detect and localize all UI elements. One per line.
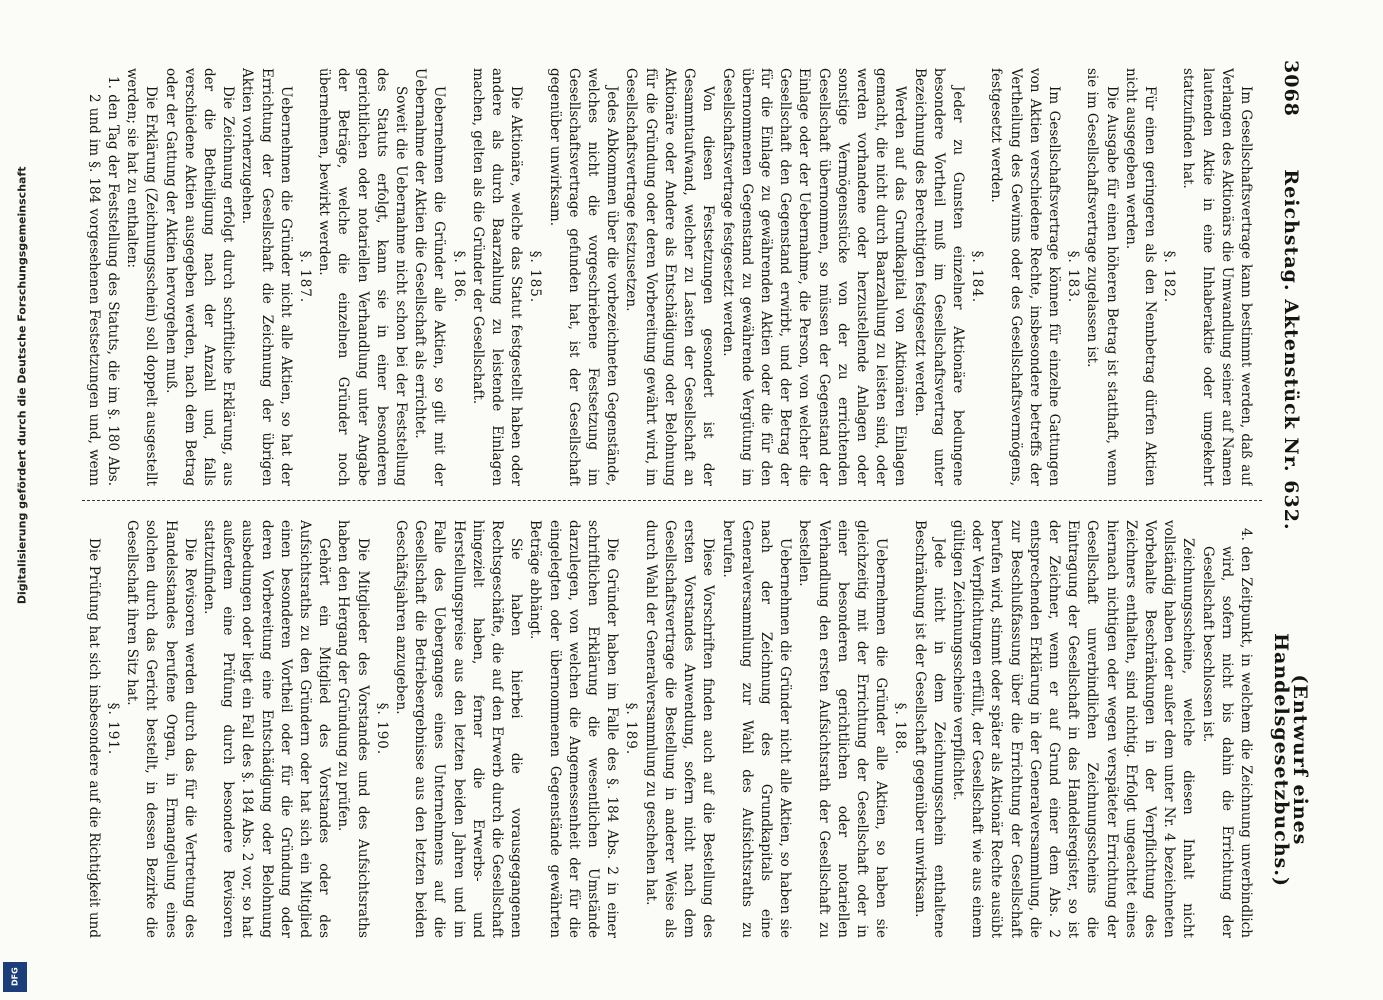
page-title: Reichstag. Aktenstück Nr. 632. <box>1279 169 1302 531</box>
paragraph: Gehört ein Mitglied des Vorstandes oder des Aufsichtsraths zu den Gründern oder hat sich ein Mitglied einen besonderen Vortheil oder für die Gründung oder deren Vorbereitung eine Entschädigung oder Belohnung ausbedungen oder liegt ein Fall des §. 184 Abs. 2 vor, so hat außerdem eine Prüfung durch besondere Revisoren stattzufinden. <box>201 520 333 938</box>
paragraph: Die Aktionäre, welche das Statut festgestellt haben oder andere als durch Baarzahlung zu leistende Einlagen machen, gelten als die Gründer der Gesellschaft. <box>469 68 525 486</box>
page-header <box>1270 60 1310 960</box>
section-heading: §. 189. <box>623 702 640 756</box>
section-heading: §. 190. <box>373 702 390 756</box>
rotated-page-content <box>70 60 1310 960</box>
paragraph: Uebernehmen die Gründer alle Aktien, so haben sie gleichzeitig mit der Errichtung der Gesellschaft oder in einer besonderen gerichtlichen oder notariellen Verhandlung den ersten Aufsichtsrath der Gesellschaft zu bestellen. <box>796 520 890 938</box>
paragraph: Jeder zu Gunsten einzelner Aktionäre bedungene besondere Vortheil muß im Gesellschaftsvertrag unter Bezeichnung des Berechtigten festgesetzt werden. <box>911 68 966 486</box>
paragraph: Die Zeichnung erfolgt durch schriftliche Erklärung, aus der die Betheiligung nach der Anzahl und, falls verschiedene Aktien ausgegeben werden, nach dem Betrag oder der Gattung der Aktien hervorgehen muß. <box>162 68 237 486</box>
paragraph: Sie haben hierbei die vorausgegangenen Rechtsgeschäfte, die auf den Erwerb durch die Gesellschaft hingezielt haben, ferner die Erwerbs- und Herstellungspreise aus den letzten beiden Jahren und im Falle des Ueberganges eines Unternehmens auf die Gesellschaft die Betriebsergebnisse aus den letzten beiden Geschäftsjahren anzugeben. <box>393 520 525 938</box>
paragraph: Uebernehmen die Gründer nicht alle Aktien, so haben sie nach der Zeichnung des Grundkapitals eine Generalversammlung zur Wahl des Aufsichtsraths zu berufen. <box>719 520 794 938</box>
section-heading: §. 182. <box>1161 250 1178 304</box>
list-item: 1. den Tag der Feststellung des Statuts, die im §. 180 Abs. 2 und im §. 184 vorgesehenen Festsetzungen und, wenn <box>85 76 122 486</box>
paragraph: Jede nicht in dem Zeichnungsschein enthaltene Beschränkung ist der Gesellschaft gegenüber unwirksam. <box>911 520 947 938</box>
section-heading: §. 191. <box>105 702 122 756</box>
paragraph: Soweit die Uebernahme nicht schon bei der Feststellung des Statuts erfolgt, kann sie in einer besonderen gerichtlichen oder notariellen Verhandlung unter Angabe der Beträge, welche die einzelnen Gründer noch übernehmen, bewirkt werden. <box>316 68 410 486</box>
paragraph: Von diesen Festsetzungen gesondert ist der Gesammtaufwand, welcher zu Lasten der Gesellschaft an Aktionäre oder Andere als Entschädigung oder Belohnung für die Gründung oder deren Vorbereitung gewährt wird, im Gesellschaftsvertrage festzusetzen. <box>623 68 717 486</box>
paragraph: Die Prüfung hat sich insbesondere auf die Richtigkeit und <box>85 538 102 938</box>
paragraph: Für einen geringeren als den Nennbetrag dürfen Aktien nicht ausgegeben werden. <box>1122 68 1158 486</box>
section-heading: §. 188. <box>892 702 909 756</box>
paragraph: Im Gesellschaftsvertrage können für einzelne Gattungen von Aktien verschiedene Rechte, insbesondere betreffs der Vertheilung des Gewinns oder des Gesellschaftsvermögens, festgesetzt werden. <box>988 68 1062 486</box>
section-heading: §. 183. <box>1065 250 1082 304</box>
section-heading: §. 185. <box>527 250 544 304</box>
paragraph: Die Gründer haben im Falle des §. 184 Abs. 2 in einer schriftlichen Erklärung die wesentlichen Umstände darzulegen, von welchen die Angemessenheit der für die eingelegten oder übernommenen Gegenstände gewährten Beträge abhängt. <box>527 520 621 938</box>
credit-text: Digitalisierung gefördert durch die Deutsche Forschungsgemeinschaft <box>15 166 29 605</box>
digitization-credit <box>12 160 32 1000</box>
paragraph: Werden auf das Grundkapital von Aktionären Einlagen gemacht, die nicht durch Baarzahlung zu leisten sind, oder werden vorhandene oder herzustellende Anlagen oder sonstige Vermögensstücke von der zu errichtenden Gesellschaft übernommen, so müssen der Gegenstand der Einlage oder der Uebernahme, die Person, von welcher die Gesellschaft den Gegenstand erwirbt, und der Betrag der für die Einlage zu gewährenden Aktien oder die für den übernommenen Gegenstand zu gewährende Vergütung im Gesellschaftsvertrage festgesetzt werden. <box>719 68 909 486</box>
section-heading: §. 186. <box>450 250 467 304</box>
section-heading: §. 187. <box>297 250 314 304</box>
page-number: 3068 <box>1279 60 1302 117</box>
paragraph: Zeichnungsscheine, welche diesen Inhalt nicht vollständig haben oder außer dem unter Nr. 4 bezeichneten Vorbehalte Beschränkungen in der Verpflichtung des Zeichners enthalten, sind nichtig. Erfolgt ungeachtet eines hiernach nichtigen oder wegen verspäteter Errichtung der Gesellschaft unverbindlichen Zeichnungsscheins die Eintragung der Gesellschaft in das Handelsregister, so ist der Zeichner, wenn er auf Grund einer dem Abs. 2 entsprechenden Erklärung in der Generalversammlung, die zur Beschlußfassung über die Errichtung der Gesellschaft berufen wird, stimmt oder später als Aktionär Rechte ausübt oder Verpflichtungen erfüllt, der Gesellschaft wie aus einem gültigen Zeichnungsscheine verpflichtet. <box>949 520 1197 938</box>
section-heading: §. 184. <box>969 250 986 304</box>
paragraph: Die Mitglieder des Vorstandes und des Aufsichtsraths haben den Hergang der Gründung zu prüfen. <box>335 520 371 938</box>
column-divider <box>82 500 1262 501</box>
paragraph: Jedes Abkommen über die vorbezeichneten Gegenstände, welches nicht die vorgeschriebene Festsetzung im Gesellschaftsvertrage gefunden hat, ist der Gesellschaft gegenüber unwirksam. <box>546 68 621 486</box>
dfg-logo-text: DFG <box>10 967 20 987</box>
list-item: 4. den Zeitpunkt, in welchem die Zeichnung unverbindlich wird, sofern nicht bis dahin die Errichtung der Gesellschaft beschlossen ist. <box>1199 528 1254 938</box>
right-column <box>85 520 1255 938</box>
dfg-logo <box>3 962 27 992</box>
paragraph: Uebernehmen die Gründer nicht alle Aktien, so hat der Errichtung der Gesellschaft die Zeichnung der übrigen Aktien vorherzugehen. <box>239 68 294 486</box>
paragraph: Die Erklärung (Zeichnungsschein) soll doppelt ausgestellt werden; sie hat zu enthalten: <box>124 68 160 486</box>
paragraph: Im Gesellschaftsvertrage kann bestimmt werden, daß auf Verlangen des Aktionärs die Umwandlung seiner auf Namen lautenden Aktie in eine Inhaberaktie oder umgekehrt stattzufinden hat. <box>1180 68 1254 486</box>
paragraph: Die Revisoren werden durch das für die Vertretung des Handelsstandes berufene Organ, in Ermangelung eines solchen durch das Gericht bestellt, in dessen Bezirke die Gesellschaft ihren Sitz hat. <box>124 520 198 938</box>
page-subtitle: (Entwurf eines Handelsgesetzbuchs.) <box>1270 633 1312 887</box>
paragraph: Uebernehmen die Gründer alle Aktien, so gilt mit der Uebernahme der Aktien die Gesellschaft als errichtet. <box>412 68 448 486</box>
left-column <box>85 68 1255 486</box>
paragraph: Diese Vorschriften finden auch auf die Bestellung des ersten Vorstandes Anwendung, sofern nicht nach dem Gesellschaftsvertrage die Bestellung in anderer Weise als durch Wahl der Generalversammlung zu geschehen hat. <box>642 520 717 938</box>
paragraph: Die Ausgabe für einen höheren Betrag ist statthaft, wenn sie im Gesellschaftsvertrage zugelassen ist. <box>1084 68 1120 486</box>
